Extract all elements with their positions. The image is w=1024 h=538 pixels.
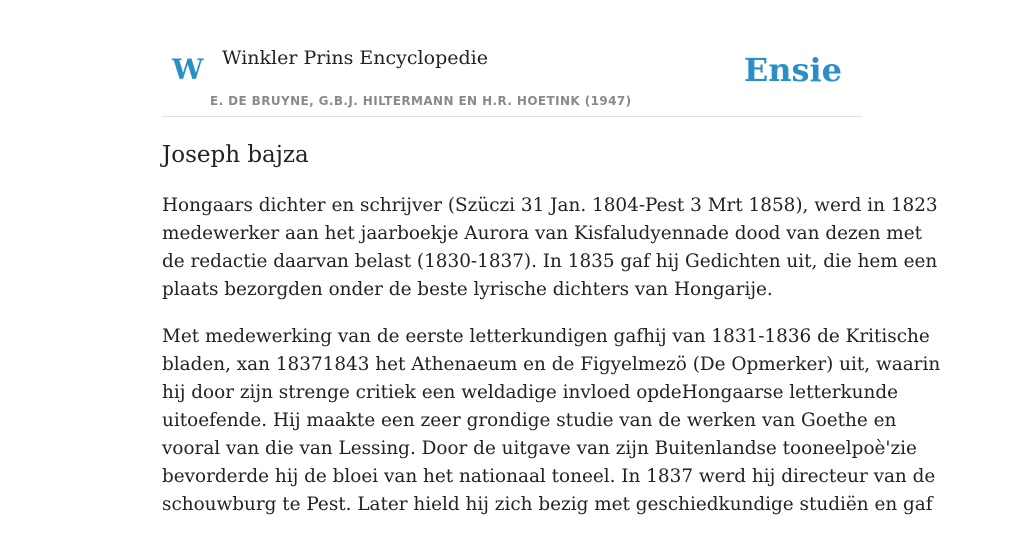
- winkler-prins-logo[interactable]: W: [172, 53, 204, 86]
- source-header: [162, 0, 862, 117]
- text-line: schouwburg te Pest. Later hield hij zich bezig met geschiedkundige studiën en gaf: [162, 494, 933, 515]
- source-title[interactable]: Winkler Prins Encyclopedie: [222, 47, 488, 69]
- text-line: de redactie daarvan belast (1830-1837). In 1835 gaf hij Gedichten uit, die hem een: [162, 251, 938, 272]
- article-body: [162, 192, 941, 538]
- text-line: Hongaars dichter en schrijver (Szüczi 31 Jan. 1804-Pest 3 Mrt 1858), werd in 1823: [162, 195, 938, 216]
- paragraph-1: [162, 192, 938, 304]
- text-line: bladen, xan 18371843 het Athenaeum en de Figyelmezö (De Opmerker) uit, waarin: [162, 354, 941, 375]
- text-line: vooral van die van Lessing. Door de uitgave van zijn Buitenlandse tooneelpoè'zie: [162, 438, 917, 459]
- source-authors: E. DE BRUYNE, G.B.J. HILTERMANN EN H.R. HOETINK (1947): [210, 94, 632, 108]
- ensie-logo[interactable]: Ensie: [743, 51, 842, 89]
- article-title: Joseph bajza: [162, 142, 309, 168]
- text-line: medewerker aan het jaarboekje Aurora van Kisfaludyennade dood van dezen met: [162, 223, 922, 244]
- text-line: plaats bezorgden onder de beste lyrische dichters van Hongarije.: [162, 279, 773, 300]
- text-line: uitoefende. Hij maakte een zeer grondige studie van de werken van Goethe en: [162, 410, 897, 431]
- paragraph-2: [162, 323, 941, 519]
- text-line: Met medewerking van de eerste letterkundigen gafhij van 1831-1836 de Kritische: [162, 326, 930, 347]
- text-line: bevorderde hij de bloei van het nationaal toneel. In 1837 werd hij directeur van de: [162, 466, 936, 487]
- text-line: hij door zijn strenge critiek een weldadige invloed opdeHongaarse letterkunde: [162, 382, 899, 403]
